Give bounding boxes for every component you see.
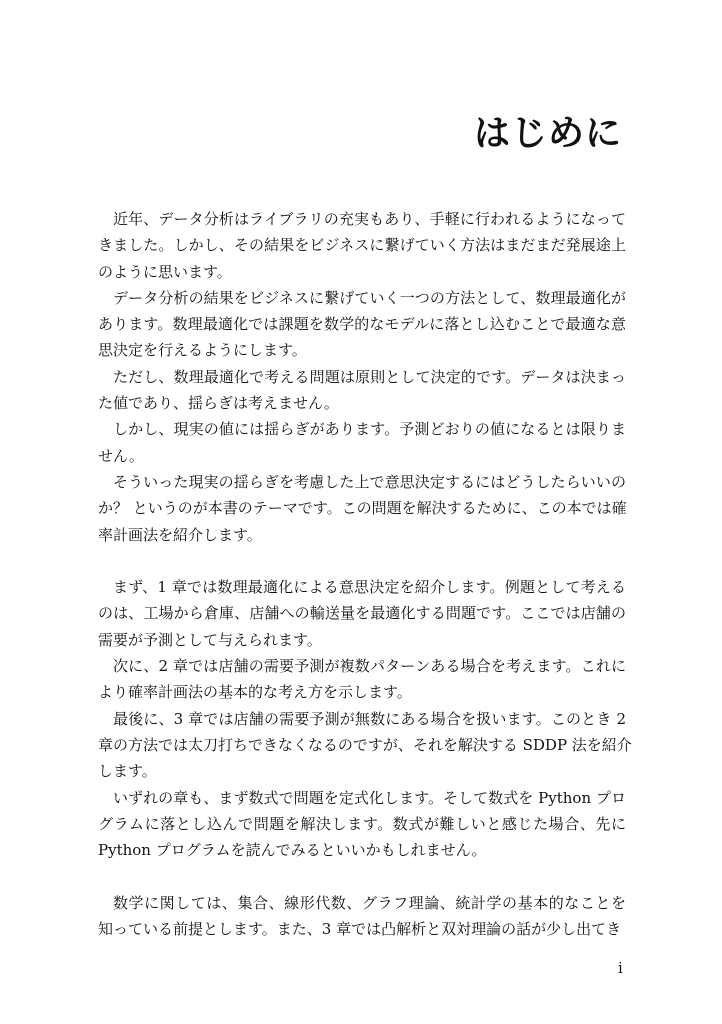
- text-line: ただし、数理最適化で考える問題は原則として決定的です。データは決まっ: [113, 367, 626, 386]
- text-line: きました。しかし、その結果をビジネスに繋げていく方法はまだまだ発展途上: [98, 236, 626, 255]
- paragraph: [98, 653, 626, 706]
- paragraph: [98, 285, 626, 364]
- paragraph: [98, 206, 626, 285]
- text-line: 章の方法では太刀打ちできなくなるのですが、それを解決する SDDP 法を紹介: [98, 735, 632, 754]
- paragraph: [98, 469, 626, 548]
- text-line: グラムに落とし込んで問題を解決します。数式が難しいと感じた場合、先に: [98, 814, 626, 833]
- paragraph-spacer: [98, 548, 626, 574]
- text-line: いずれの章も、まず数式で問題を定式化します。そして数式を Python プロ: [113, 788, 626, 807]
- paragraph: [98, 416, 626, 469]
- text-line: のは、工場から倉庫、店舗への輸送量を最適化する問題です。ここでは店舗の: [98, 604, 626, 623]
- text-line: します。: [98, 762, 157, 781]
- text-line: データ分析の結果をビジネスに繋げていく一つの方法として、数理最適化が: [113, 288, 626, 307]
- paragraph: [98, 706, 632, 785]
- page-number: i: [618, 959, 623, 977]
- text-line: より確率計画法の基本的な考え方を示します。: [98, 683, 412, 702]
- text-line: 数学に関しては、集合、線形代数、グラフ理論、統計学の基本的なことを: [113, 893, 626, 912]
- text-line: 次に、2 章では店舗の需要予測が複数パターンある場合を考えます。これに: [113, 657, 626, 676]
- text-line: まず、1 章では数理最適化による意思決定を紹介します。例題として考える: [113, 578, 626, 597]
- body-text: [98, 206, 632, 942]
- text-line: あります。数理最適化では課題を数学的なモデルに落とし込むことで最適な意: [98, 315, 626, 334]
- text-line: た値であり、揺らぎは考えません。: [98, 394, 339, 413]
- paragraph-spacer: [98, 863, 626, 889]
- page-title: はじめに: [473, 113, 622, 154]
- text-line: 最後に、3 章では店舗の需要予測が無数にある場合を扱います。このとき 2: [113, 709, 626, 728]
- paragraph: [98, 574, 626, 653]
- text-line: か？ というのが本書のテーマです。この問題を解決するために、この本では確: [98, 499, 627, 518]
- paragraph: [98, 364, 626, 417]
- paragraph: [98, 890, 626, 943]
- text-line: 思決定を行えるようにします。: [98, 341, 307, 360]
- text-line: のように思います。: [98, 262, 232, 281]
- text-line: 需要が予測として与えられます。: [98, 630, 322, 649]
- text-line: Python プログラムを読んでみるといいかもしれません。: [98, 841, 487, 860]
- paragraph: [98, 785, 626, 864]
- text-line: せん。: [98, 446, 144, 465]
- text-line: 率計画法を紹介します。: [98, 525, 262, 544]
- text-line: そういった現実の揺らぎを考慮した上で意思決定するにはどうしたらいいの: [113, 472, 626, 491]
- text-line: 知っている前提とします。また、3 章では凸解析と双対理論の話が少し出てき: [98, 920, 622, 939]
- text-line: 近年、データ分析はライブラリの充実もあり、手軽に行われるようになって: [113, 210, 626, 228]
- text-line: しかし、現実の値には揺らぎがあります。予測どおりの値になるとは限りま: [113, 420, 626, 439]
